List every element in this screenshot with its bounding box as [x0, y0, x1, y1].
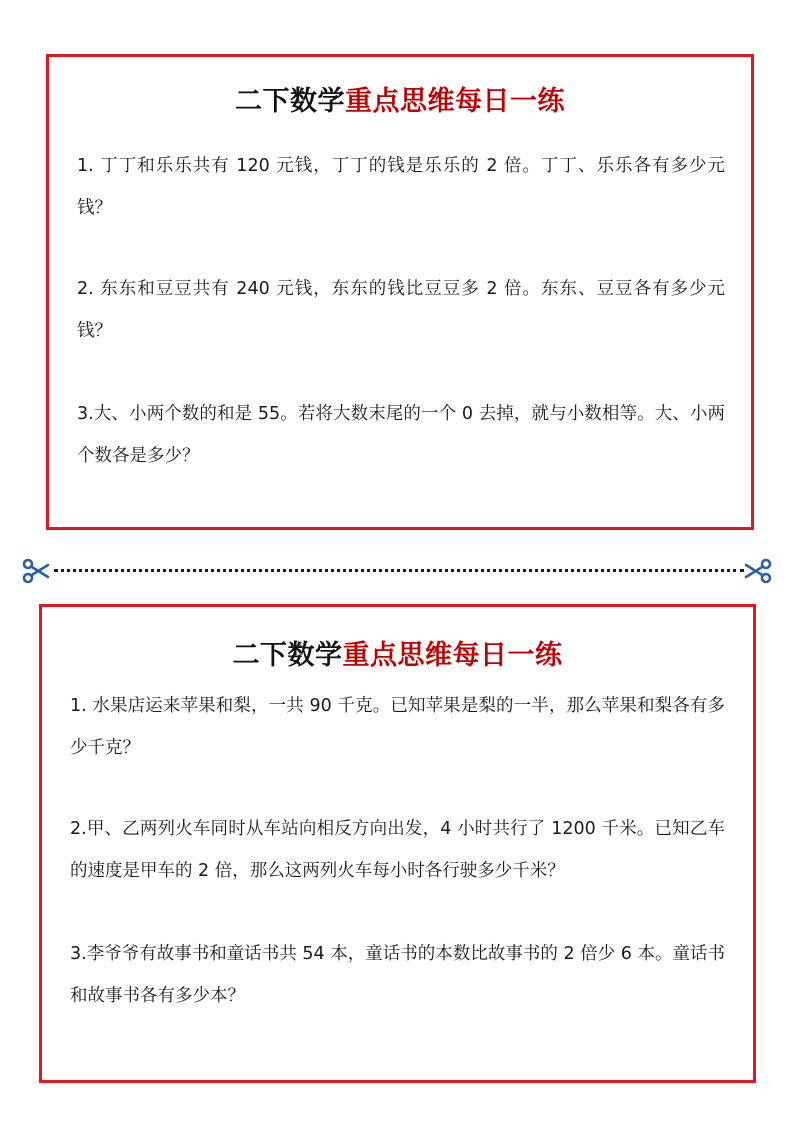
title-accent-part: 重点思维每日一练: [342, 640, 563, 671]
problem-1: 1. 丁丁和乐乐共有 120 元钱，丁丁的钱是乐乐的 2 倍。丁丁、乐乐各有多少元钱？: [77, 156, 725, 218]
worksheet-card-top: [46, 54, 754, 530]
problem-2: 2. 东东和豆豆共有 240 元钱，东东的钱比豆豆多 2 倍。东东、豆豆各有多少元钱？: [77, 279, 725, 341]
worksheet-title: [49, 79, 751, 118]
scissors-icon: [744, 557, 772, 585]
title-plain-part: 二下数学: [235, 86, 345, 117]
cut-line: [54, 569, 744, 572]
worksheet-card-bottom: [39, 604, 756, 1083]
title-plain-part: 二下数学: [232, 640, 343, 671]
problem-2: 2.甲、乙两列火车同时从车站向相反方向出发，4 小时共行了 1200 千米。已知乙车的速度是甲车的 2 倍，那么这两列火车每小时各行驶多少千米？: [70, 819, 725, 881]
problem-3: 3.李爷爷有故事书和童话书共 54 本，童话书的本数比故事书的 2 倍少 6 本。童话书和故事书各有多少本？: [70, 944, 725, 1006]
worksheet-title: [42, 633, 753, 672]
scissors-icon: [22, 557, 50, 585]
problem-3: 3.大、小两个数的和是 55。若将大数末尾的一个 0 去掉，就与小数相等。大、小两个数各是多少？: [77, 404, 725, 466]
problem-1: 1. 水果店运来苹果和梨，一共 90 千克。已知苹果是梨的一半，那么苹果和梨各有多少千克？: [70, 696, 725, 758]
title-accent-part: 重点思维每日一练: [345, 86, 565, 117]
